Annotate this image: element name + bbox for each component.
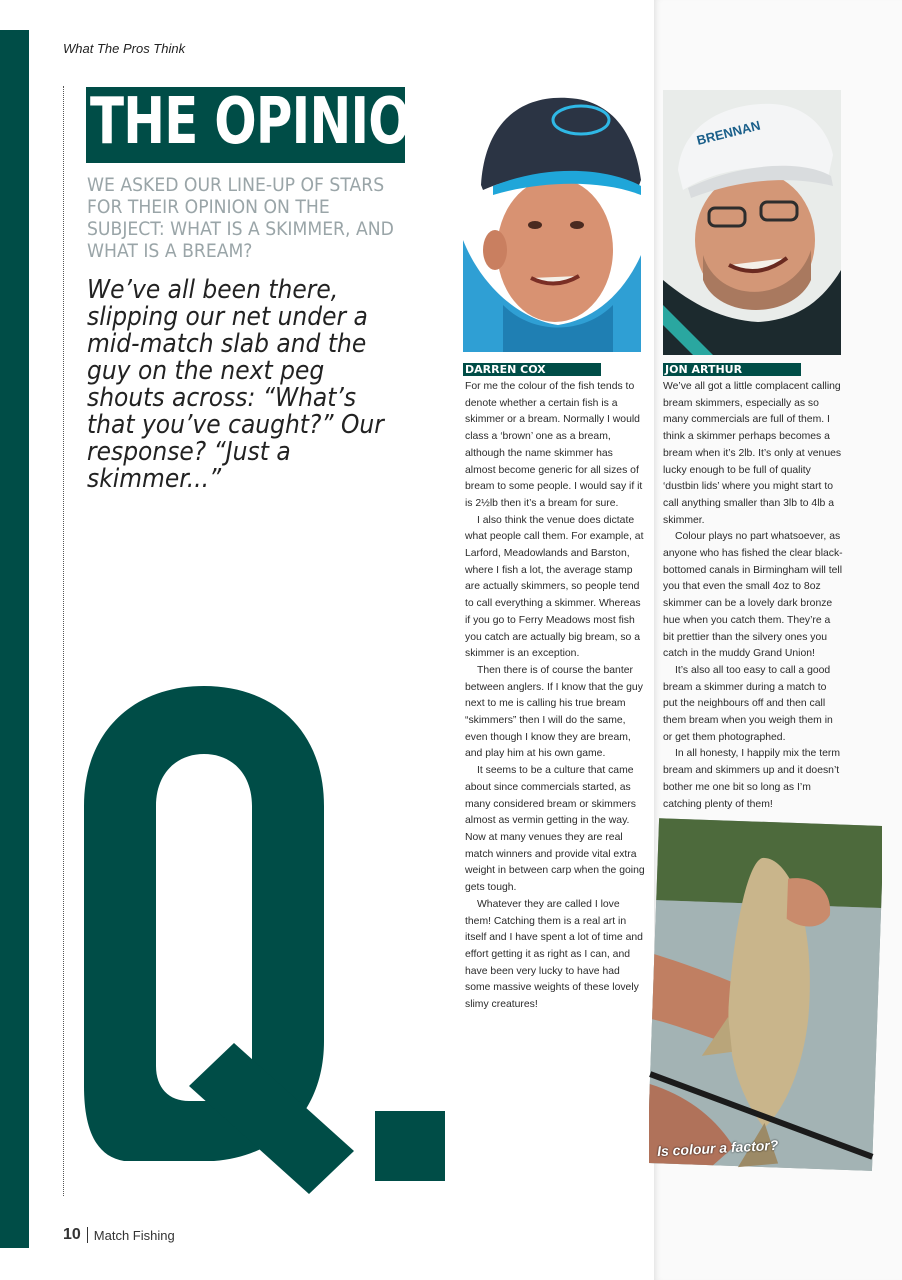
spine-bar [0,30,29,1248]
paragraph: It’s also all too easy to call a good bream a skimmer during a match to put the neighbours off and then call them bream when you weigh them in or get them photographed. [663,664,833,743]
name-bar-darren: DARREN COX [463,363,601,376]
page-number: 10 [63,1226,81,1243]
big-q-letter [84,686,364,1196]
photo-caption: Is colour a factor? [656,1136,779,1160]
magazine-name: Match Fishing [93,1227,175,1243]
cap-logo: BRENNAN [695,117,762,148]
dotted-rule [63,86,64,1196]
title-block [86,85,451,163]
paragraph: For me the colour of the fish tends to denote whether a certain fish is a skimmer or a bream. Normally I would class a ‘brown’ one as a bream, although the name skimmer has almost become generic for all sizes of bream to some people. I would say if it is 2½lb then it’s a bream for sure. [465,381,643,509]
paragraph: Whatever they are called I love them! Catching them is a real art in itself and I have spent a lot of time and effort getting it as right as I can, and have been very lucky to have had some massive weights of these lovely slimy creatures! [465,898,643,1011]
face [497,178,613,322]
jon-column [663,379,843,813]
paragraph: In all honesty, I happily mix the term bream and skimmers up and it doesn’t bother me one bit so long as I’m catching plenty of them! [663,748,840,810]
page-title: THE OPINION [90,85,451,159]
paragraph: It seems to be a culture that came about since commercials started, as many considered bream or skimmers almost as vermin getting in the way. Now at many venues they are real match winners and provide vital extra weight in between carp when the going gets tough. [465,765,645,894]
folio-divider [87,1227,88,1243]
running-head: What The Pros Think [63,41,186,56]
paragraph: Then there is of course the banter between anglers. If I know that the guy next to me is calling his true bream “skimmers” then I will do the same, even though I know they are bream, and play him at his own game. [465,664,643,760]
name-bar-jon: JON ARTHUR [663,363,801,376]
bream-photo [649,818,882,1173]
paragraph: I also think the venue does dictate what people call them. For example, at Larford, Meadowlands and Barston, where I fish a lot, the average stamp are actually skimmers, so people tend to call everything a skimmer. Whereas if you go to Ferry Meadows most fish you catch are actually big bream, so a skimmer is an exception. [465,514,644,660]
paragraph: Colour plays no part whatsoever, as anyone who has fished the clear black-bottomed canals in Birmingham will tell you that even the small 4oz to 8oz skimmer can be a lovely dark bronze hue when you catch them. They’re a bit prettier than the silvery ones you catch in the muddy Grand Union! [663,531,843,660]
paragraph: We’ve all got a little complacent calling bream skimmers, especially as so many commercials are full of them. I think a skimmer perhaps becomes a bream when it’s 2lb. It’s only at venues lucky enough to be full of quality ‘dustbin lids’ where you might start to call anything smaller than 3lb to 4lb a skimmer. [663,381,842,526]
darren-cox-photo [463,90,641,352]
eye-left [528,221,542,229]
big-q-period [375,1111,445,1181]
jon-arthur-photo [663,90,841,355]
ear [483,230,507,270]
folio [63,1226,175,1244]
eye-right [570,221,584,229]
darren-column [465,379,645,1014]
standfirst: We’ve all been there, slipping our net under a mid-match slab and the guy on the next peg shouts across: “What’s that you’ve caught?” Our response? “Just a skimmer...” [87,275,384,494]
subhead: WE ASKED OUR LINE-UP OF STARS FOR THEIR OPINION ON THE SUBJECT: WHAT IS A SKIMMER, AND WHAT IS A BREAM? [87,175,394,262]
